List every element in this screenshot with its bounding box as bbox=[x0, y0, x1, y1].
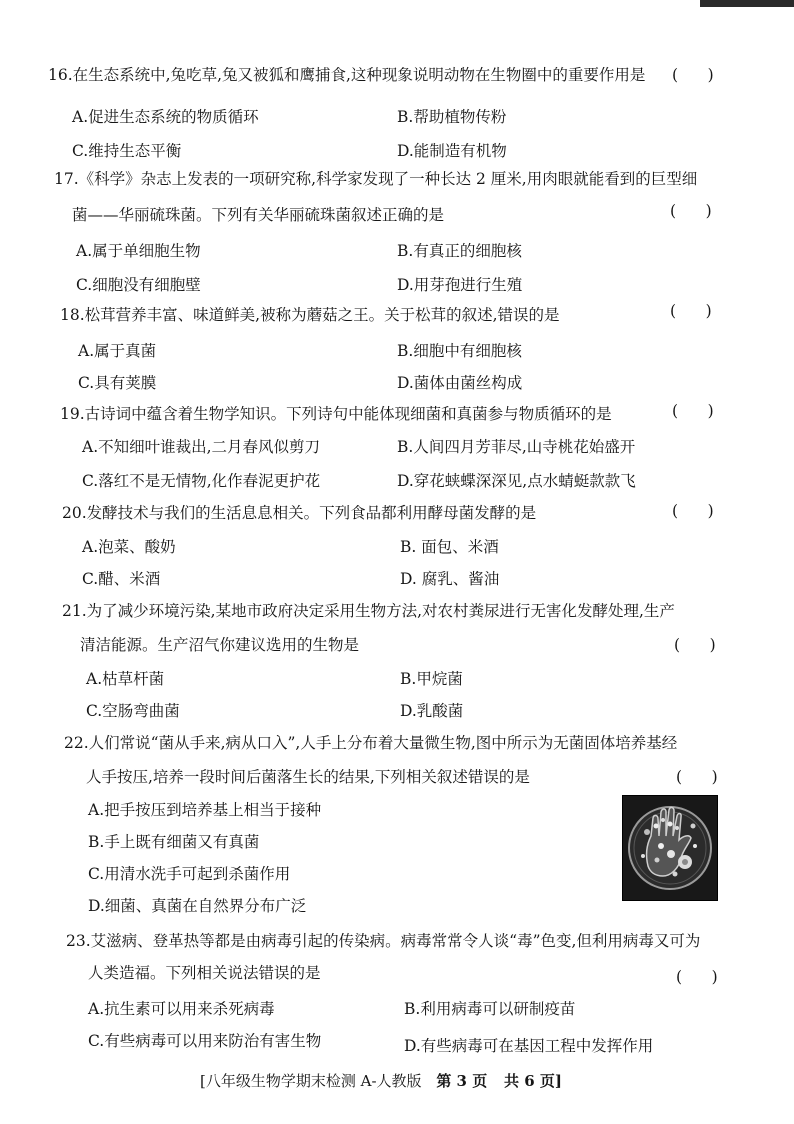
question-21-option-c[interactable]: C.空肠弯曲菌 bbox=[86, 702, 180, 720]
question-17-stem-line2: 菌——华丽硫珠菌。下列有关华丽硫珠菌叙述正确的是 bbox=[72, 206, 445, 224]
question-18-option-b[interactable]: B.细胞中有细胞核 bbox=[397, 342, 522, 360]
scan-edge-mark bbox=[700, 0, 794, 7]
question-17-option-b[interactable]: B.有真正的细胞核 bbox=[397, 242, 522, 260]
question-21-option-a[interactable]: A.枯草杆菌 bbox=[86, 670, 165, 688]
question-20-answer-blank[interactable]: ( ) bbox=[672, 502, 714, 520]
question-17-option-a[interactable]: A.属于单细胞生物 bbox=[76, 242, 201, 260]
question-20-option-b[interactable]: B. 面包、米酒 bbox=[400, 538, 499, 556]
question-23-answer-blank[interactable]: ( ) bbox=[676, 968, 718, 986]
question-22-option-d[interactable]: D.细菌、真菌在自然界分布广泛 bbox=[88, 897, 307, 915]
question-21-option-d[interactable]: D.乳酸菌 bbox=[400, 702, 464, 720]
question-18-option-a[interactable]: A.属于真菌 bbox=[78, 342, 157, 360]
question-21-option-b[interactable]: B.甲烷菌 bbox=[400, 670, 463, 688]
question-22-stem-line2: 人手按压,培养一段时间后菌落生长的结果,下列相关叙述错误的是 bbox=[86, 768, 530, 786]
footer-page-number: 第 3 页 bbox=[436, 1072, 488, 1090]
question-23-option-a[interactable]: A.抗生素可以用来杀死病毒 bbox=[88, 1000, 275, 1018]
question-20-option-d[interactable]: D. 腐乳、酱油 bbox=[400, 570, 500, 588]
petri-dish-handprint-photo bbox=[622, 795, 718, 901]
question-18-option-c[interactable]: C.具有荚膜 bbox=[78, 374, 157, 392]
question-20-option-a[interactable]: A.泡菜、酸奶 bbox=[82, 538, 176, 556]
question-22-option-b[interactable]: B.手上既有细菌又有真菌 bbox=[88, 833, 260, 851]
question-23-option-c[interactable]: C.有些病毒可以用来防治有害生物 bbox=[88, 1032, 322, 1050]
question-19-option-c[interactable]: C.落红不是无情物,化作春泥更护花 bbox=[82, 472, 321, 490]
question-16-option-a[interactable]: A.促进生态系统的物质循环 bbox=[72, 108, 259, 126]
petri-dish-image bbox=[623, 796, 717, 900]
question-17-option-c[interactable]: C.细胞没有细胞壁 bbox=[76, 276, 201, 294]
question-17-option-d[interactable]: D.用芽孢进行生殖 bbox=[397, 276, 523, 294]
page-footer bbox=[200, 1070, 600, 1092]
question-22-option-c[interactable]: C.用清水洗手可起到杀菌作用 bbox=[88, 865, 291, 883]
question-16-option-b[interactable]: B.帮助植物传粉 bbox=[397, 108, 507, 126]
question-16-option-c[interactable]: C.维持生态平衡 bbox=[72, 142, 182, 160]
question-19-option-b[interactable]: B.人间四月芳菲尽,山寺桃花始盛开 bbox=[397, 438, 636, 456]
question-18-answer-blank[interactable]: ( ) bbox=[670, 302, 712, 320]
question-19-answer-blank[interactable]: ( ) bbox=[672, 402, 714, 420]
question-23-option-b[interactable]: B.利用病毒可以研制疫苗 bbox=[404, 1000, 576, 1018]
question-23-stem-line1: 23.艾滋病、登革热等都是由病毒引起的传染病。病毒常常令人谈“毒”色变,但利用病毒又可为 bbox=[66, 932, 701, 950]
question-22-answer-blank[interactable]: ( ) bbox=[676, 768, 718, 786]
question-19-stem: 19.古诗词中蕴含着生物学知识。下列诗句中能体现细菌和真菌参与物质循环的是 bbox=[60, 405, 612, 423]
question-16-answer-blank[interactable]: ( ) bbox=[672, 66, 714, 84]
question-16-option-d[interactable]: D.能制造有机物 bbox=[397, 142, 507, 160]
question-22-option-a[interactable]: A.把手按压到培养基上相当于接种 bbox=[88, 801, 322, 819]
question-20-option-c[interactable]: C.醋、米酒 bbox=[82, 570, 161, 588]
question-23-option-d[interactable]: D.有些病毒可在基因工程中发挥作用 bbox=[404, 1037, 654, 1055]
question-22-stem-line1: 22.人们常说“菌从手来,病从口入”,人手上分布着大量微生物,图中所示为无菌固体培养基经 bbox=[64, 734, 678, 752]
question-21-stem-line1: 21.为了减少环境污染,某地市政府决定采用生物方法,对农村粪尿进行无害化发酵处理,生产 bbox=[62, 602, 675, 620]
question-21-stem-line2: 清洁能源。生产沼气你建议选用的生物是 bbox=[80, 636, 360, 654]
question-17-answer-blank[interactable]: ( ) bbox=[670, 202, 712, 220]
footer-total-pages: 共 6 页] bbox=[503, 1072, 562, 1090]
question-19-option-d[interactable]: D.穿花蛱蝶深深见,点水蜻蜓款款飞 bbox=[397, 472, 636, 490]
question-16-stem: 16.在生态系统中,兔吃草,兔又被狐和鹰捕食,这种现象说明动物在生物圈中的重要作用是 bbox=[48, 66, 646, 84]
question-21-answer-blank[interactable]: ( ) bbox=[674, 636, 716, 654]
question-18-stem: 18.松茸营养丰富、味道鲜美,被称为蘑菇之王。关于松茸的叙述,错误的是 bbox=[60, 306, 560, 324]
question-17-stem-line1: 17.《科学》杂志上发表的一项研究称,科学家发现了一种长达 2 厘米,用肉眼就能看到的巨型细 bbox=[54, 170, 698, 188]
question-20-stem: 20.发酵技术与我们的生活息息相关。下列食品都利用酵母菌发酵的是 bbox=[62, 504, 537, 522]
footer-exam-title: [八年级生物学期末检测 A-人教版 bbox=[200, 1072, 422, 1090]
question-19-option-a[interactable]: A.不知细叶谁裁出,二月春风似剪刀 bbox=[82, 438, 321, 456]
question-23-stem-line2: 人类造福。下列相关说法错误的是 bbox=[88, 964, 321, 982]
question-18-option-d[interactable]: D.菌体由菌丝构成 bbox=[397, 374, 523, 392]
